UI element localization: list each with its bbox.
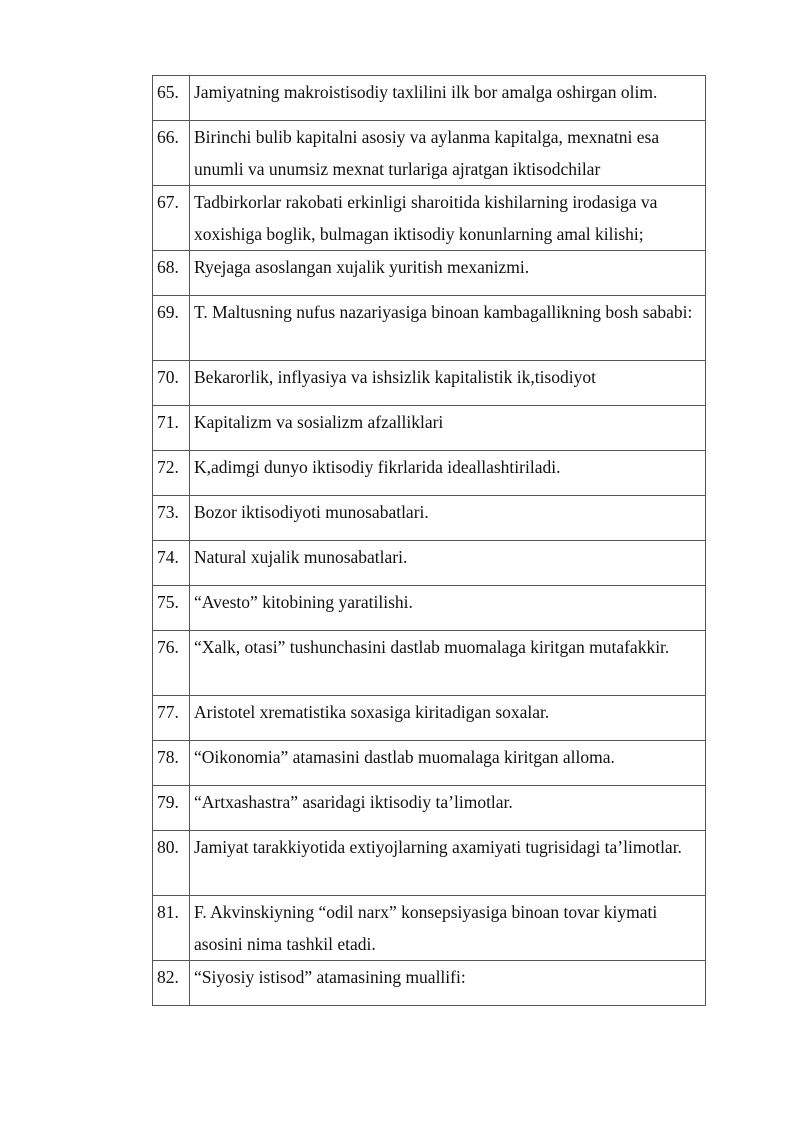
row-text: Natural xujalik munosabatlari. bbox=[190, 541, 706, 586]
row-number: 81. bbox=[153, 896, 190, 961]
row-number: 76. bbox=[153, 631, 190, 696]
row-text: “Avesto” kitobining yaratilishi. bbox=[190, 586, 706, 631]
row-number: 71. bbox=[153, 406, 190, 451]
table-row bbox=[153, 451, 706, 496]
table-row bbox=[153, 741, 706, 786]
table-row bbox=[153, 251, 706, 296]
table-row bbox=[153, 361, 706, 406]
row-number: 82. bbox=[153, 961, 190, 1006]
row-text: “Oikonomia” atamasini dastlab muomalaga kiritgan alloma. bbox=[190, 741, 706, 786]
row-text: Bekarorlik, inflyasiya va ishsizlik kapitalistik ik,tisodiyot bbox=[190, 361, 706, 406]
row-number: 65. bbox=[153, 76, 190, 121]
row-text: “Xalk, otasi” tushunchasini dastlab muomalaga kiritgan mutafakkir. bbox=[190, 631, 706, 696]
row-number: 78. bbox=[153, 741, 190, 786]
table-row bbox=[153, 121, 706, 186]
row-text: Bozor iktisodiyoti munosabatlari. bbox=[190, 496, 706, 541]
row-text: Ryejaga asoslangan xujalik yuritish mexanizmi. bbox=[190, 251, 706, 296]
row-text: Tadbirkorlar rakobati erkinligi sharoitida kishilarning irodasiga va xoxishiga boglik, bulmagan iktisodiy konunlarning amal kilishi; bbox=[190, 186, 706, 251]
row-number: 80. bbox=[153, 831, 190, 896]
table-row bbox=[153, 586, 706, 631]
table-row bbox=[153, 696, 706, 741]
questions-table bbox=[152, 75, 706, 1006]
row-number: 73. bbox=[153, 496, 190, 541]
table-row bbox=[153, 541, 706, 586]
row-number: 68. bbox=[153, 251, 190, 296]
row-text: “Artxashastra” asaridagi iktisodiy ta’limotlar. bbox=[190, 786, 706, 831]
table-row bbox=[153, 496, 706, 541]
row-text: Jamiyatning makroistisodiy taxlilini ilk bor amalga oshirgan olim. bbox=[190, 76, 706, 121]
table-row bbox=[153, 961, 706, 1006]
row-text: Aristotel xrematistika soxasiga kiritadigan soxalar. bbox=[190, 696, 706, 741]
row-text: T. Maltusning nufus nazariyasiga binoan kambagallikning bosh sababi: bbox=[190, 296, 706, 361]
row-number: 77. bbox=[153, 696, 190, 741]
row-number: 72. bbox=[153, 451, 190, 496]
row-text: Birinchi bulib kapitalni asosiy va aylanma kapitalga, mexnatni esa unumli va unumsiz mexnat turlariga ajratgan iktisodchilar bbox=[190, 121, 706, 186]
row-number: 74. bbox=[153, 541, 190, 586]
row-number: 66. bbox=[153, 121, 190, 186]
table-row bbox=[153, 786, 706, 831]
row-number: 70. bbox=[153, 361, 190, 406]
table-row bbox=[153, 186, 706, 251]
row-text: “Siyosiy istisod” atamasining muallifi: bbox=[190, 961, 706, 1006]
table-row bbox=[153, 896, 706, 961]
row-number: 79. bbox=[153, 786, 190, 831]
row-number: 75. bbox=[153, 586, 190, 631]
table-row bbox=[153, 76, 706, 121]
table-row bbox=[153, 631, 706, 696]
row-text: F. Akvinskiyning “odil narx” konsepsiyasiga binoan tovar kiymati asosini nima tashkil etadi. bbox=[190, 896, 706, 961]
row-text: Jamiyat tarakkiyotida extiyojlarning axamiyati tugrisidagi ta’limotlar. bbox=[190, 831, 706, 896]
row-number: 67. bbox=[153, 186, 190, 251]
row-text: K,adimgi dunyo iktisodiy fikrlarida ideallashtiriladi. bbox=[190, 451, 706, 496]
table-row bbox=[153, 296, 706, 361]
table-row bbox=[153, 406, 706, 451]
row-text: Kapitalizm va sosializm afzalliklari bbox=[190, 406, 706, 451]
table-row bbox=[153, 831, 706, 896]
row-number: 69. bbox=[153, 296, 190, 361]
